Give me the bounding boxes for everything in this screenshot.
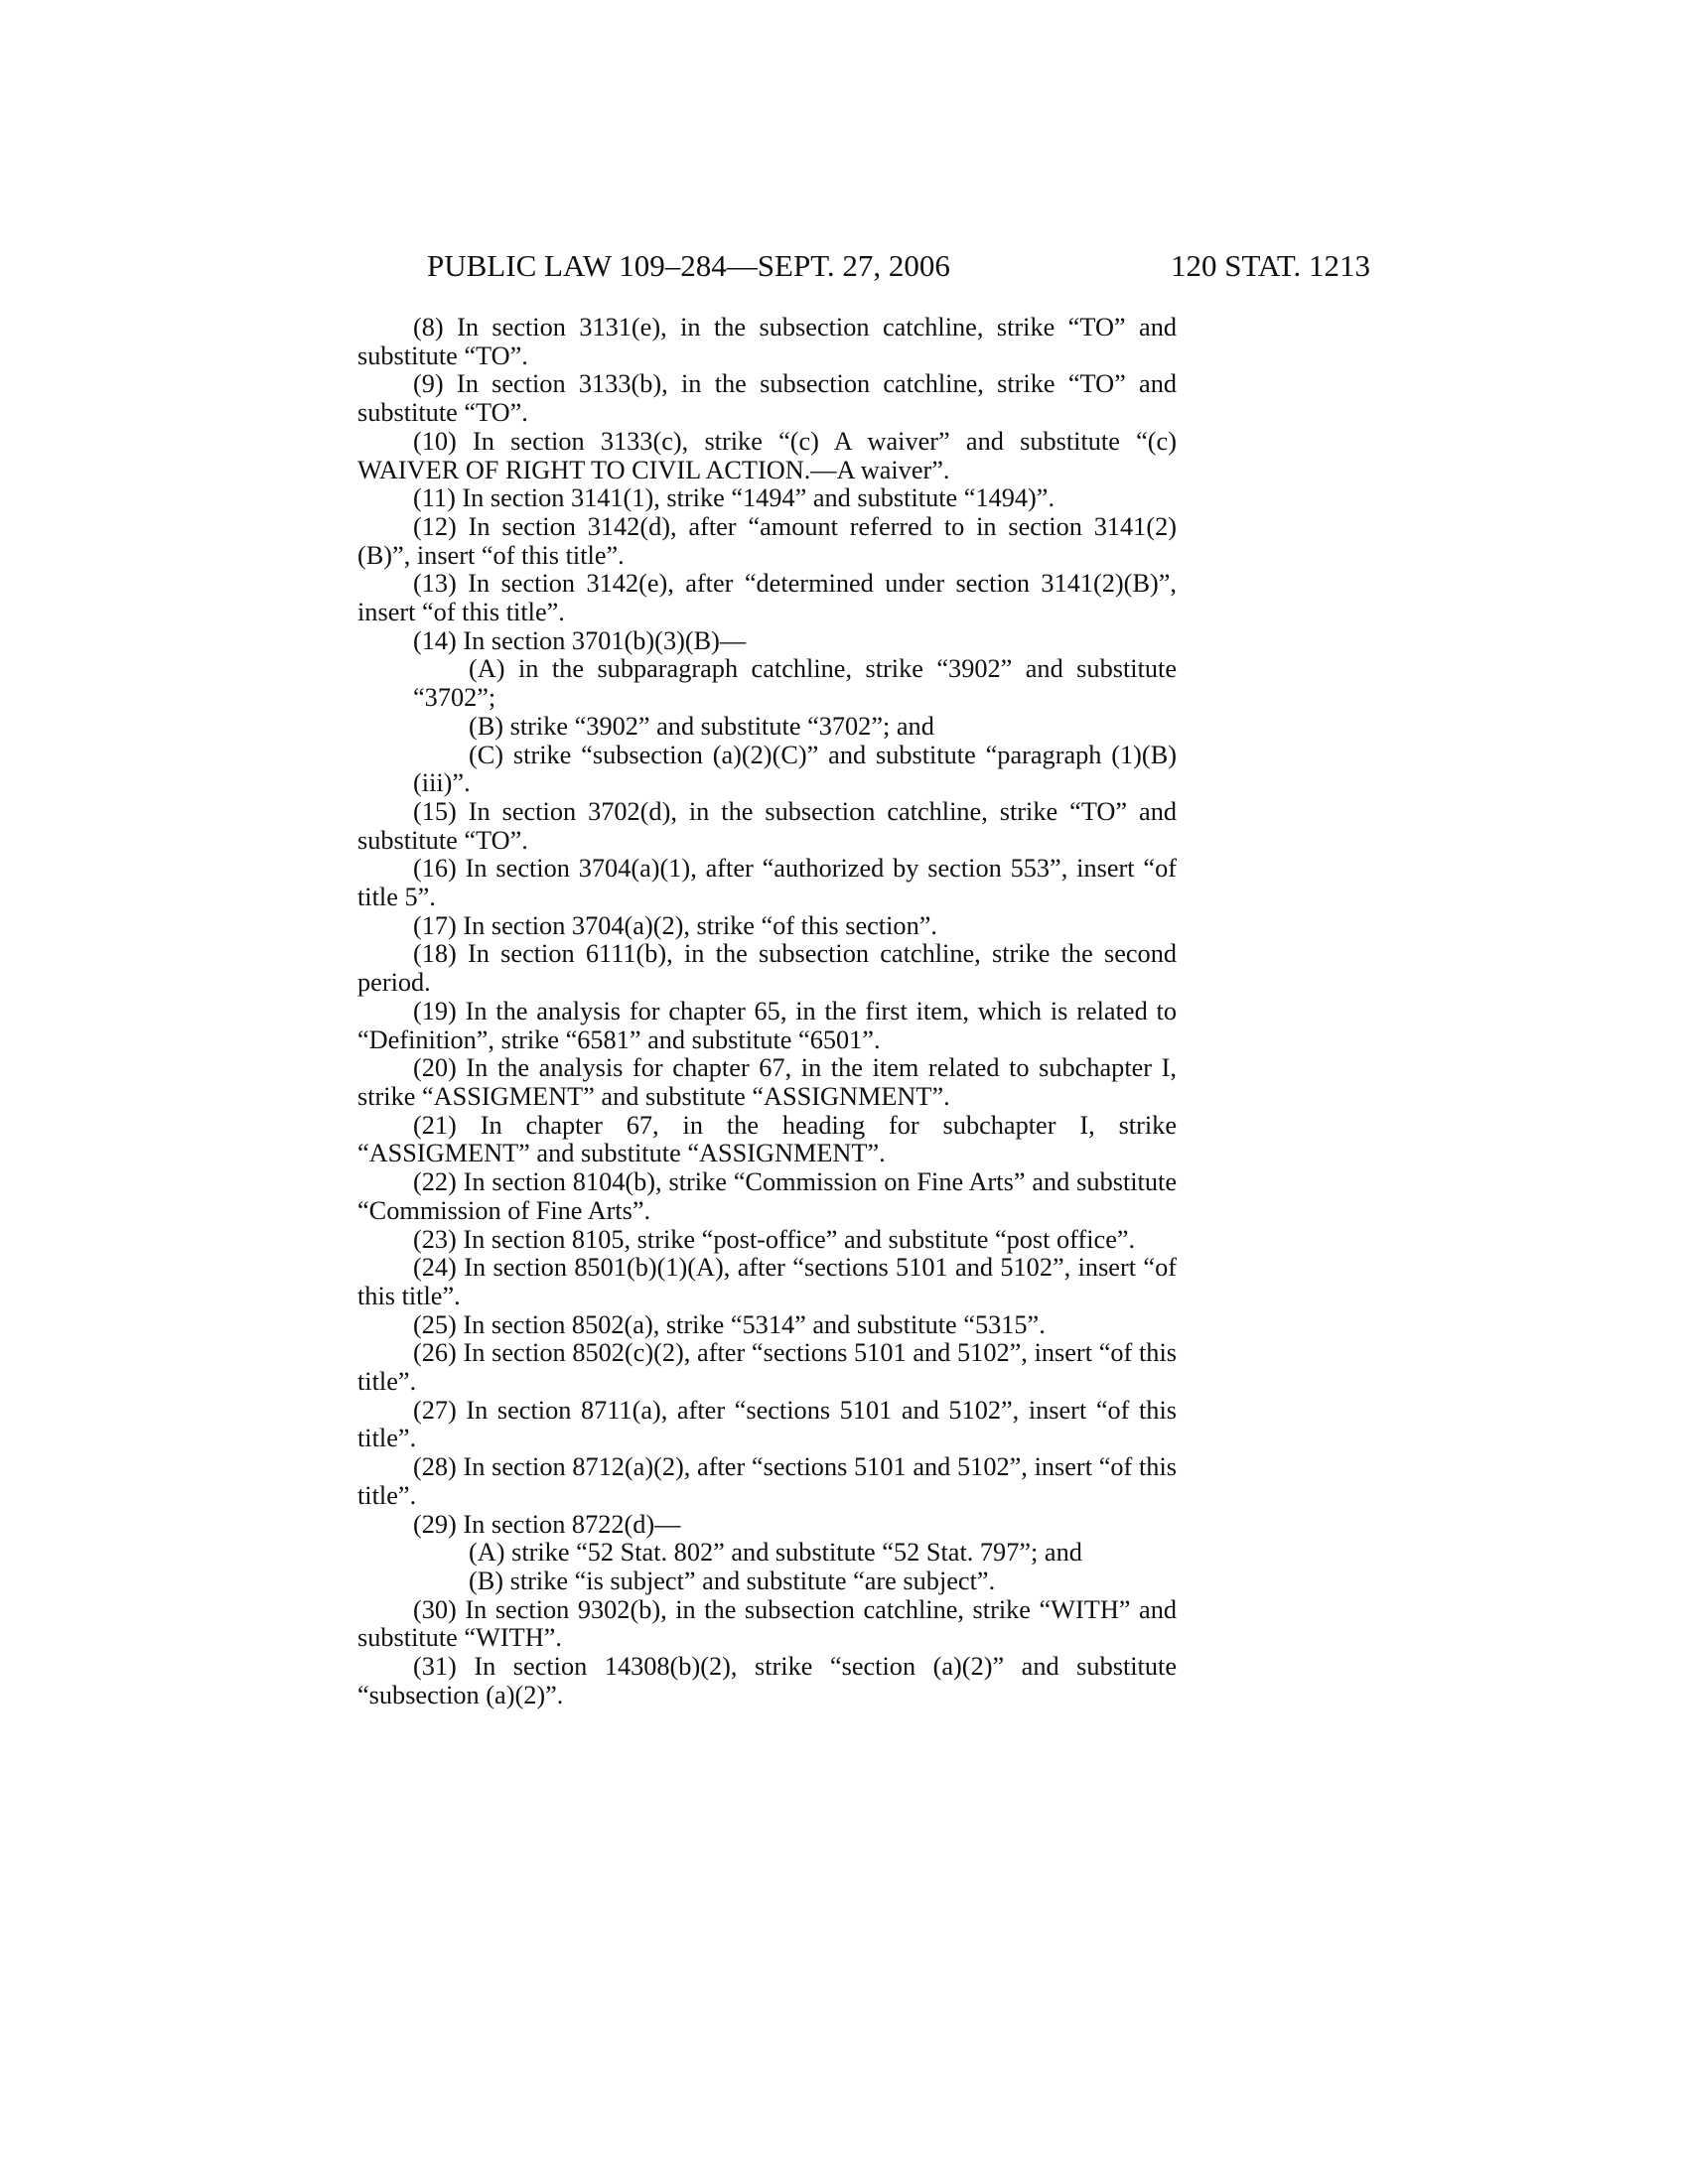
paragraph: (19) In the analysis for chapter 65, in the first item, which is related to “Definition”, strike “6581” and substitute “6501”. — [357, 996, 1177, 1054]
paragraph: (12) In section 3142(d), after “amount referred to in section 3141(2)(B)”, insert “of this title”. — [357, 511, 1177, 570]
subparagraph: (A) in the subparagraph catchline, strike “3902” and substitute “3702”; — [413, 654, 1177, 713]
subparagraph: (A) strike “52 Stat. 802” and substitute “52 Stat. 797”; and — [469, 1538, 1082, 1568]
paragraph: (23) In section 8105, strike “post-office” and substitute “post office”. — [413, 1224, 1136, 1254]
paragraph: (8) In section 3131(e), in the subsection catchline, strike “TO” and substitute “TO”. — [357, 313, 1177, 370]
paragraph: (30) In section 9302(b), in the subsection catchline, strike “WITH” and substitute “WITH”. — [357, 1594, 1177, 1653]
paragraph: (9) In section 3133(b), in the subsection catchline, strike “TO” and substitute “TO”. — [357, 369, 1177, 428]
subparagraph: (B) strike “3902” and substitute “3702”; and — [469, 711, 934, 741]
paragraph: (24) In section 8501(b)(1)(A), after “sections 5101 and 5102”, insert “of this title”. — [357, 1253, 1177, 1310]
paragraph: (13) In section 3142(e), after “determined under section 3141(2)(B)”, insert “of this title”. — [357, 569, 1177, 627]
paragraph: (11) In section 3141(1), strike “1494” and substitute “1494)”. — [413, 483, 1055, 513]
page-number: 120 STAT. 1213 — [1170, 248, 1370, 283]
paragraph: (28) In section 8712(a)(2), after “sections 5101 and 5102”, insert “of this title”. — [357, 1452, 1177, 1510]
page-header — [427, 246, 1370, 286]
paragraph: (27) In section 8711(a), after “sections 5101 and 5102”, insert “of this title”. — [357, 1395, 1177, 1453]
paragraph: (26) In section 8502(c)(2), after “sections 5101 and 5102”, insert “of this title”. — [357, 1338, 1177, 1397]
paragraph: (10) In section 3133(c), strike “(c) A waiver” and substitute “(c) WAIVER OF RIGHT TO CIVIL ACTION.—A waiver”. — [357, 426, 1177, 484]
paragraph: (15) In section 3702(d), in the subsection catchline, strike “TO” and substitute “TO”. — [357, 796, 1177, 855]
subparagraph: (C) strike “subsection (a)(2)(C)” and substitute “paragraph (1)(B)(iii)”. — [413, 740, 1177, 798]
paragraph: (22) In section 8104(b), strike “Commission on Fine Arts” and substitute “Commission of Fine Arts”. — [357, 1167, 1177, 1225]
subparagraph: (B) strike “is subject” and substitute “are subject”. — [469, 1566, 996, 1595]
paragraph: (25) In section 8502(a), strike “5314” and substitute “5315”. — [413, 1309, 1046, 1339]
paragraph: (17) In section 3704(a)(2), strike “of this section”. — [413, 910, 937, 940]
paragraph: (14) In section 3701(b)(3)(B)— — [413, 625, 747, 655]
paragraph: (16) In section 3704(a)(1), after “authorized by section 553”, insert “of title 5”. — [357, 854, 1177, 912]
paragraph: (31) In section 14308(b)(2), strike “section (a)(2)” and substitute “subsection (a)(2)”. — [357, 1652, 1177, 1709]
running-head-title: PUBLIC LAW 109–284—SEPT. 27, 2006 — [427, 248, 950, 283]
paragraph: (21) In chapter 67, in the heading for subchapter I, strike “ASSIGMENT” and substitute “ASSIGNMENT”. — [357, 1110, 1177, 1168]
paragraph: (20) In the analysis for chapter 67, in the item related to subchapter I, strike “ASSIGMENT” and substitute “ASSIGNMENT”. — [357, 1053, 1177, 1111]
paragraph: (18) In section 6111(b), in the subsection catchline, strike the second period. — [357, 939, 1177, 998]
document-body — [357, 314, 1177, 1709]
paragraph: (29) In section 8722(d)— — [413, 1509, 681, 1539]
